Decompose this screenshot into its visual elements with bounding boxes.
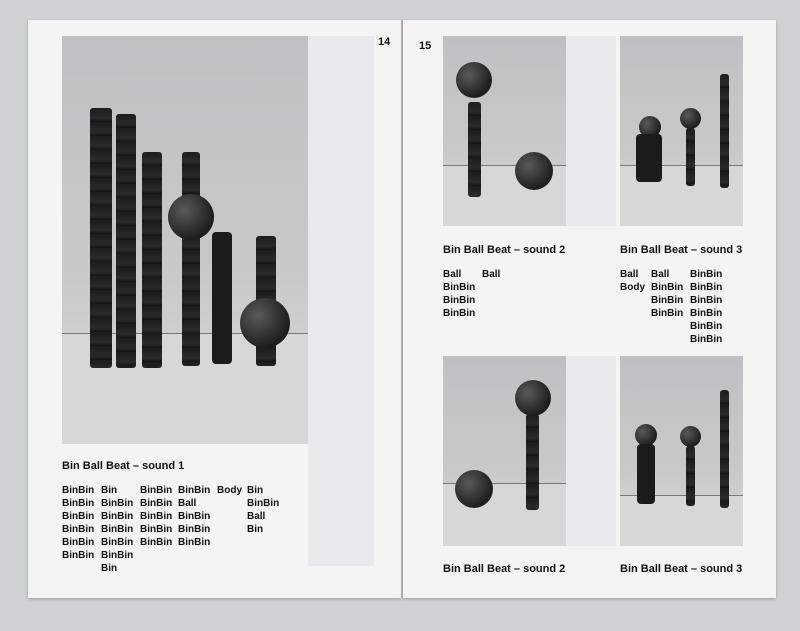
page-15 — [403, 20, 776, 598]
score-word — [482, 307, 522, 320]
column-sculpture — [142, 152, 162, 368]
photo-sound-2-bottom — [443, 356, 566, 546]
person-figure — [637, 444, 655, 504]
score-word — [178, 562, 217, 575]
ball-sculpture — [168, 194, 214, 240]
column-sculpture — [116, 114, 136, 368]
score-word: BinBin — [247, 498, 280, 509]
sculpture-photo-main — [62, 36, 308, 444]
caption-sound-3-bottom: Bin Ball Beat – sound 3 — [620, 563, 743, 575]
photo-sound-2-top — [443, 36, 566, 226]
score-word: BinBin — [651, 295, 684, 306]
score-word — [247, 562, 287, 575]
score-word — [217, 536, 247, 549]
score-word — [247, 536, 287, 549]
column-sculpture — [720, 74, 729, 188]
score-word — [620, 294, 651, 307]
score-sound-2 — [443, 268, 522, 320]
score-word: BinBin — [651, 282, 684, 293]
score-word: BinBin — [62, 550, 95, 561]
score-word — [217, 510, 247, 523]
score-word: Bin — [247, 524, 264, 535]
score-word — [62, 562, 101, 575]
score-word: BinBin — [690, 308, 723, 319]
score-word: Ball — [482, 269, 501, 280]
score-word — [482, 294, 522, 307]
score-word: Ball — [620, 269, 639, 280]
score-word — [178, 549, 217, 562]
caption-sound-2-top: Bin Ball Beat – sound 2 — [443, 244, 566, 256]
column-sculpture — [526, 414, 539, 510]
book-spread — [28, 20, 776, 598]
column-sculpture — [90, 108, 112, 368]
bleed-through-panel — [566, 36, 616, 226]
score-word — [620, 320, 651, 333]
person-figure — [212, 232, 232, 364]
caption-sound-2-bottom: Bin Ball Beat – sound 2 — [443, 563, 566, 575]
score-word — [217, 523, 247, 536]
ball-sculpture — [240, 298, 290, 348]
score-word: BinBin — [651, 308, 684, 319]
column-sculpture — [686, 446, 695, 506]
column-sculpture — [468, 102, 481, 197]
score-word: Body — [620, 282, 645, 293]
score-word: BinBin — [443, 282, 476, 293]
score-word — [651, 333, 690, 346]
page-14 — [28, 20, 401, 598]
score-word: Bin — [247, 485, 264, 496]
photo-sound-3-bottom — [620, 356, 743, 546]
score-word: BinBin — [62, 498, 95, 509]
score-word: BinBin — [178, 537, 211, 548]
page-number: 15 — [419, 40, 432, 52]
score-word: BinBin — [101, 524, 134, 535]
score-word — [482, 281, 522, 294]
ball-sculpture — [456, 62, 492, 98]
ball-sculpture — [515, 152, 553, 190]
score-word: BinBin — [690, 295, 723, 306]
score-word: BinBin — [443, 308, 476, 319]
score-word: Ball — [443, 269, 462, 280]
column-sculpture — [720, 390, 729, 508]
score-word: Ball — [651, 269, 670, 280]
score-word: BinBin — [690, 269, 723, 280]
score-word — [140, 562, 178, 575]
score-sound-3 — [620, 268, 730, 346]
score-word: BinBin — [690, 282, 723, 293]
score-word: BinBin — [101, 550, 134, 561]
score-word: BinBin — [62, 524, 95, 535]
score-word — [651, 320, 690, 333]
ball-sculpture — [680, 108, 701, 129]
score-word — [140, 549, 178, 562]
column-sculpture — [182, 152, 200, 366]
score-word: BinBin — [178, 485, 211, 496]
score-word: BinBin — [62, 485, 95, 496]
score-word: BinBin — [140, 524, 173, 535]
score-word: Bin — [101, 485, 118, 496]
score-sound-1 — [62, 484, 287, 575]
score-word: BinBin — [140, 537, 173, 548]
caption-sound-3-top: Bin Ball Beat – sound 3 — [620, 244, 743, 256]
score-word: BinBin — [443, 295, 476, 306]
column-sculpture — [686, 128, 695, 186]
bleed-through-panel — [566, 356, 616, 546]
score-word: BinBin — [140, 498, 173, 509]
score-word: BinBin — [140, 485, 173, 496]
score-word: BinBin — [140, 511, 173, 522]
score-word: BinBin — [178, 524, 211, 535]
score-word: Ball — [247, 511, 266, 522]
score-word: Body — [217, 485, 242, 496]
person-figure — [636, 134, 662, 182]
score-word: BinBin — [178, 511, 211, 522]
score-word — [217, 497, 247, 510]
score-word: BinBin — [690, 321, 723, 332]
bleed-through-panel — [308, 36, 374, 566]
score-word: BinBin — [101, 511, 134, 522]
score-word — [620, 307, 651, 320]
ball-sculpture — [680, 426, 701, 447]
score-word — [620, 333, 651, 346]
score-word — [217, 549, 247, 562]
score-word: BinBin — [101, 537, 134, 548]
score-word: Ball — [178, 498, 197, 509]
page-number: 14 — [378, 36, 391, 48]
ball-sculpture — [515, 380, 551, 416]
score-word: BinBin — [101, 498, 134, 509]
ball-sculpture — [455, 470, 493, 508]
score-word — [247, 549, 287, 562]
score-word: BinBin — [62, 537, 95, 548]
score-word: Bin — [101, 563, 118, 574]
score-word — [217, 562, 247, 575]
photo-sound-3-top — [620, 36, 743, 226]
score-word: BinBin — [690, 334, 723, 345]
ball-sculpture — [635, 424, 657, 446]
caption-sound-1: Bin Ball Beat – sound 1 — [62, 460, 185, 472]
score-word: BinBin — [62, 511, 95, 522]
